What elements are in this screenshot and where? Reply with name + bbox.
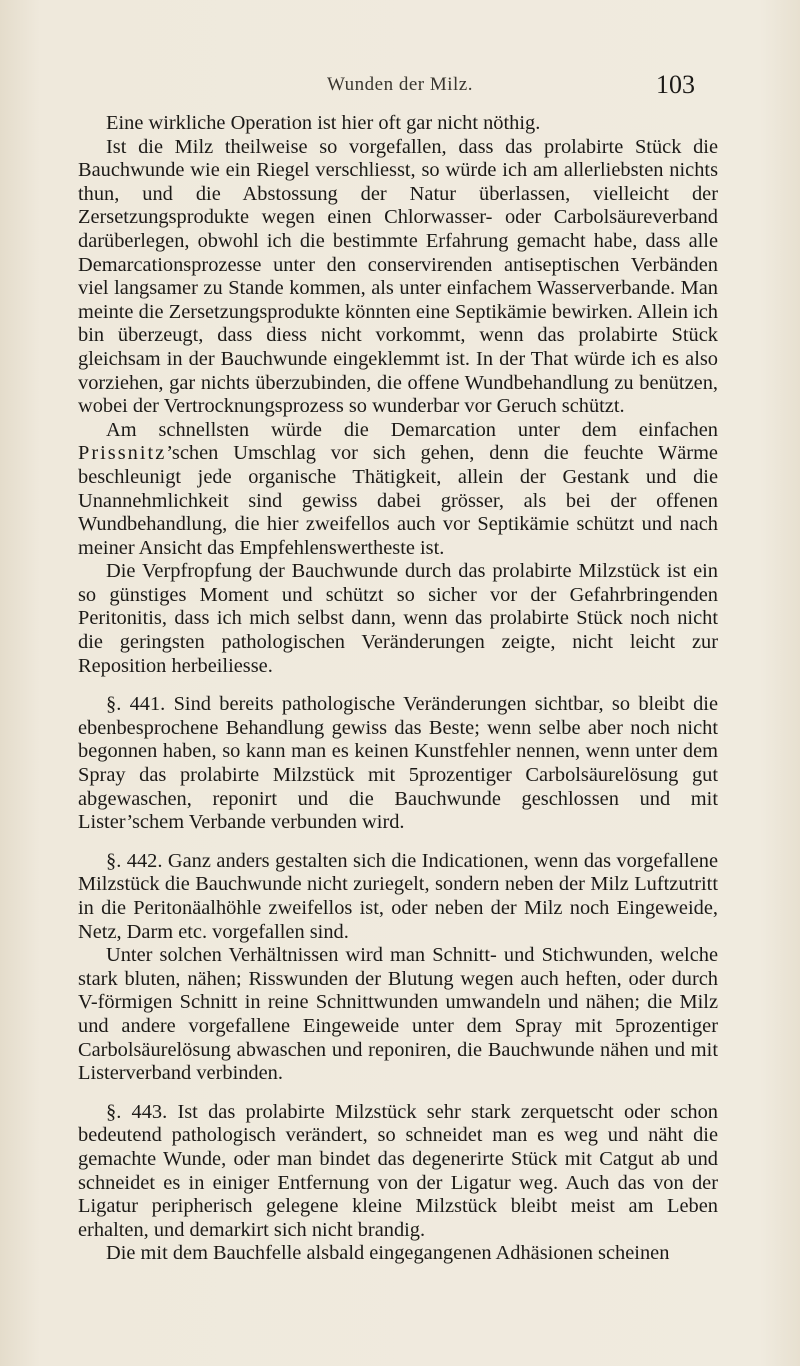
section-441: §. 441. Sind bereits pathologische Veränderungen sichtbar, so bleibt die ebenbesprochene Behandlung gewiss das Beste; wenn selbe aber noch nicht begonnen haben, so kann man es keinen Kunstfehler nennen, wenn unter dem Spray das prolabirte Milzstück mit 5prozentiger Carbolsäurelösung gut abgewaschen, reponirt und die Bauchwunde geschlossen und mit Lister’schem Verbande verbunden wird. — [78, 693, 718, 834]
paragraph: Die Verpfropfung der Bauchwunde durch das prolabirte Milzstück ist ein so günstiges Moment und schützt so sicher vor der Gefahrbringenden Peritonitis, dass ich mich selbst dann, wenn das prolabirte Stück noch nicht die geringsten pathologischen Veränderungen zeigte, nicht leicht zur Reposition herbeiliesse. — [78, 560, 718, 677]
paragraph: Die mit dem Bauchfelle alsbald eingegangenen Adhäsionen scheinen — [106, 1242, 670, 1265]
paragraph: Unter solchen Verhältnissen wird man Schnitt- und Stichwunden, welche stark bluten, nähen; Risswunden der Blutung wegen auch heften, oder durch V-förmigen Schnitt in reine Schnittwunden umwandeln und nähen; die Milz und andere vorgefallene Eingeweide unter dem Spray mit 5prozentiger Carbolsäurelösung abwaschen und reponiren, die Bauchwunde nähen und mit Listerverband verbinden. — [78, 944, 718, 1085]
section-442: §. 442. Ganz anders gestalten sich die Indicationen, wenn das vorgefallene Milzstück die Bauchwunde nicht zuriegelt, sondern neben der Milz Luftzutritt in die Peritonäalhöhle zweifellos ist, oder neben der Milz noch Eingeweide, Netz, Darm etc. vorgefallen sind. — [78, 849, 718, 943]
paragraph-rest: ’schen Umschlag vor sich gehen, denn die feuchte Wärme beschleunigt jede organische Thätigkeit, allein der Gestank und die Unannehmlichkeit sind gewiss dabei grösser, als bei der offenen Wundbehandlung, die hier zweifellos auch vor Septikämie schützt und nach meiner Ansicht das Empfehlenswertheste ist. — [78, 442, 718, 559]
body-text — [78, 112, 718, 1266]
running-head — [0, 70, 800, 100]
paragraph: Eine wirkliche Operation ist hier oft gar nicht nöthig. — [106, 112, 541, 134]
author-name: Prissnitz — [78, 442, 167, 465]
page-number: 103 — [656, 70, 695, 99]
paragraph-lead: Am schnellsten würde die Demarcation unter dem einfachen — [106, 418, 718, 441]
section-443: §. 443. Ist das prolabirte Milzstück sehr stark zerquetscht oder schon bedeutend pathologisch verändert, so schneidet man es weg und näht die gemachte Wunde, oder man bindet das degenerirte Stück mit Catgut ab und schneidet es in einiger Entfernung von der Ligatur weg. Auch das von der Ligatur peripherisch gelegene kleine Milzstück bleibt meist am Leben erhalten, und demarkirt sich nicht brandig. — [78, 1100, 718, 1241]
paragraph — [78, 419, 718, 561]
paragraph: Ist die Milz theilweise so vorgefallen, dass das prolabirte Stück die Bauchwunde wie ein Riegel verschliesst, so würde ich am allerliebsten nichts thun, und die Abstossung der Natur überlassen, vielleicht der Zersetzungsprodukte wegen einen Chlorwasser- oder Carbolsäureverband darüberlegen, obwohl ich die bestimmte Erfahrung gemacht habe, dass alle Demarcationsprozesse unter den conservirenden antiseptischen Verbänden viel langsamer zu Stande kommen, als unter einfachem Wasserverbande. Man meinte die Zersetzungsprodukte könnten eine Septikämie bewirken. Allein ich bin überzeugt, dass diess nicht vorkommt, wenn das prolabirte Stück gleichsam in der Bauchwunde eingeklemmt ist. In der That würde ich es also vorziehen, gar nichts überzubinden, die offene Wundbehandlung zu benützen, wobei der Vertrocknungsprozess so wunderbar vor Geruch schützt. — [78, 135, 718, 418]
running-title: Wunden der Milz. — [326, 74, 473, 95]
